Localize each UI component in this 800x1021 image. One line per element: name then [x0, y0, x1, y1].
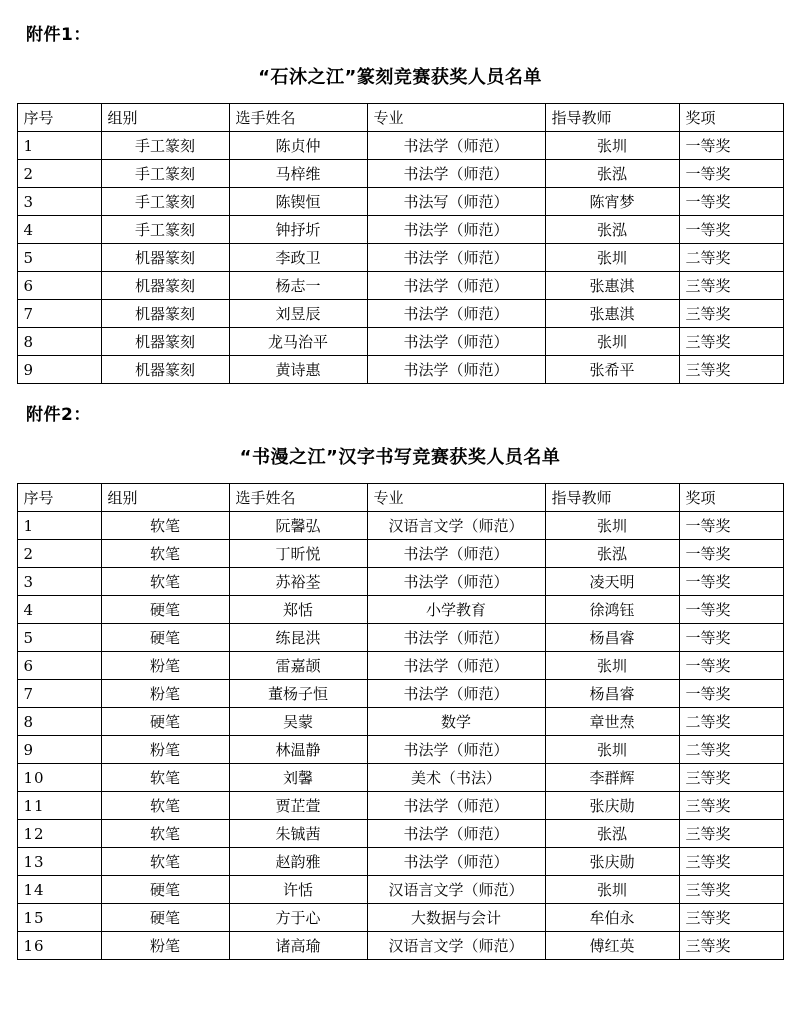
cell-name: 李政卫 [229, 244, 367, 272]
cell-group: 粉笔 [101, 680, 229, 708]
cell-group: 软笔 [101, 848, 229, 876]
cell-group: 软笔 [101, 512, 229, 540]
table-row [17, 848, 783, 876]
cell-major: 大数据与会计 [367, 904, 545, 932]
cell-group: 手工篆刻 [101, 132, 229, 160]
table-header-row [17, 104, 783, 132]
cell-name: 贾芷萱 [229, 792, 367, 820]
cell-index: 3 [17, 188, 101, 216]
cell-major: 书法学（师范） [367, 272, 545, 300]
cell-award: 二等奖 [679, 244, 783, 272]
cell-major: 书法学（师范） [367, 300, 545, 328]
cell-award: 一等奖 [679, 540, 783, 568]
cell-major: 书法学（师范） [367, 820, 545, 848]
cell-index: 14 [17, 876, 101, 904]
table-row [17, 272, 783, 300]
cell-award: 一等奖 [679, 216, 783, 244]
cell-group: 软笔 [101, 764, 229, 792]
cell-award: 三等奖 [679, 300, 783, 328]
cell-name: 许恬 [229, 876, 367, 904]
cell-major: 美术（书法） [367, 764, 545, 792]
cell-name: 马梓维 [229, 160, 367, 188]
cell-group: 粉笔 [101, 652, 229, 680]
cell-name: 陈锲恒 [229, 188, 367, 216]
cell-group: 手工篆刻 [101, 188, 229, 216]
cell-index: 11 [17, 792, 101, 820]
cell-group: 硬笔 [101, 708, 229, 736]
cell-group: 粉笔 [101, 736, 229, 764]
cell-award: 三等奖 [679, 876, 783, 904]
cell-advisor: 傅红英 [545, 932, 679, 960]
table-row [17, 708, 783, 736]
table-row [17, 596, 783, 624]
column-header-advisor: 指导教师 [545, 484, 679, 512]
table-row [17, 300, 783, 328]
table-row [17, 188, 783, 216]
cell-name: 郑恬 [229, 596, 367, 624]
cell-name: 苏裕荃 [229, 568, 367, 596]
cell-award: 三等奖 [679, 848, 783, 876]
cell-advisor: 李群辉 [545, 764, 679, 792]
cell-group: 机器篆刻 [101, 272, 229, 300]
cell-name: 练昆洪 [229, 624, 367, 652]
cell-index: 12 [17, 820, 101, 848]
cell-name: 诸高瑜 [229, 932, 367, 960]
cell-major: 书法学（师范） [367, 680, 545, 708]
cell-major: 书法学（师范） [367, 244, 545, 272]
column-header-name: 选手姓名 [229, 484, 367, 512]
cell-name: 董杨子恒 [229, 680, 367, 708]
cell-name: 钟抒圻 [229, 216, 367, 244]
column-header-name: 选手姓名 [229, 104, 367, 132]
cell-index: 4 [17, 596, 101, 624]
column-header-index: 序号 [17, 104, 101, 132]
cell-award: 三等奖 [679, 272, 783, 300]
cell-index: 2 [17, 160, 101, 188]
cell-group: 软笔 [101, 568, 229, 596]
cell-award: 一等奖 [679, 652, 783, 680]
cell-index: 3 [17, 568, 101, 596]
cell-group: 机器篆刻 [101, 244, 229, 272]
table-body-1 [17, 132, 783, 384]
column-header-advisor: 指导教师 [545, 104, 679, 132]
cell-index: 6 [17, 272, 101, 300]
cell-award: 一等奖 [679, 568, 783, 596]
cell-group: 机器篆刻 [101, 356, 229, 384]
cell-group: 硬笔 [101, 876, 229, 904]
attachment-2-label: 附件2： [26, 405, 91, 425]
cell-major: 汉语言文学（师范） [367, 876, 545, 904]
cell-name: 陈贞仲 [229, 132, 367, 160]
cell-major: 数学 [367, 708, 545, 736]
table-body-2 [17, 512, 783, 960]
table-row [17, 244, 783, 272]
cell-major: 书法学（师范） [367, 132, 545, 160]
table-row [17, 820, 783, 848]
cell-name: 雷嘉颉 [229, 652, 367, 680]
cell-advisor: 张圳 [545, 652, 679, 680]
cell-advisor: 陈宵梦 [545, 188, 679, 216]
cell-advisor: 张泓 [545, 216, 679, 244]
cell-major: 书法写（师范） [367, 188, 545, 216]
table-row [17, 624, 783, 652]
cell-group: 手工篆刻 [101, 216, 229, 244]
table-row [17, 512, 783, 540]
cell-group: 软笔 [101, 540, 229, 568]
cell-award: 一等奖 [679, 188, 783, 216]
table-row [17, 160, 783, 188]
cell-major: 书法学（师范） [367, 736, 545, 764]
cell-major: 书法学（师范） [367, 216, 545, 244]
cell-advisor: 张圳 [545, 512, 679, 540]
table-row [17, 328, 783, 356]
cell-index: 9 [17, 736, 101, 764]
cell-award: 二等奖 [679, 736, 783, 764]
cell-award: 一等奖 [679, 512, 783, 540]
cell-advisor: 张圳 [545, 876, 679, 904]
cell-name: 林温静 [229, 736, 367, 764]
column-header-group: 组别 [101, 104, 229, 132]
cell-advisor: 杨昌睿 [545, 624, 679, 652]
table-header-row [17, 484, 783, 512]
cell-award: 三等奖 [679, 792, 783, 820]
table-row [17, 736, 783, 764]
cell-index: 8 [17, 328, 101, 356]
cell-index: 9 [17, 356, 101, 384]
cell-advisor: 张圳 [545, 328, 679, 356]
cell-major: 汉语言文学（师范） [367, 932, 545, 960]
cell-award: 三等奖 [679, 820, 783, 848]
cell-index: 1 [17, 512, 101, 540]
table-row [17, 652, 783, 680]
cell-award: 三等奖 [679, 932, 783, 960]
cell-advisor: 张惠淇 [545, 300, 679, 328]
cell-index: 1 [17, 132, 101, 160]
cell-advisor: 张泓 [545, 160, 679, 188]
cell-name: 方于心 [229, 904, 367, 932]
cell-advisor: 张圳 [545, 132, 679, 160]
cell-major: 书法学（师范） [367, 624, 545, 652]
cell-name: 黄诗惠 [229, 356, 367, 384]
cell-name: 龙马治平 [229, 328, 367, 356]
cell-index: 5 [17, 244, 101, 272]
cell-award: 一等奖 [679, 624, 783, 652]
cell-advisor: 张圳 [545, 244, 679, 272]
cell-award: 二等奖 [679, 708, 783, 736]
cell-award: 三等奖 [679, 904, 783, 932]
cell-group: 机器篆刻 [101, 328, 229, 356]
table-row [17, 540, 783, 568]
cell-award: 三等奖 [679, 328, 783, 356]
cell-group: 机器篆刻 [101, 300, 229, 328]
table-row [17, 764, 783, 792]
column-header-award: 奖项 [679, 484, 783, 512]
cell-major: 书法学（师范） [367, 568, 545, 596]
cell-major: 书法学（师范） [367, 652, 545, 680]
cell-index: 4 [17, 216, 101, 244]
cell-award: 一等奖 [679, 132, 783, 160]
cell-advisor: 杨昌睿 [545, 680, 679, 708]
cell-name: 杨志一 [229, 272, 367, 300]
cell-name: 吴蒙 [229, 708, 367, 736]
table-row [17, 356, 783, 384]
cell-name: 赵韵雅 [229, 848, 367, 876]
cell-award: 一等奖 [679, 596, 783, 624]
award-table-handwriting [17, 483, 784, 960]
cell-major: 书法学（师范） [367, 356, 545, 384]
column-header-index: 序号 [17, 484, 101, 512]
table-row [17, 132, 783, 160]
cell-award: 一等奖 [679, 160, 783, 188]
cell-index: 13 [17, 848, 101, 876]
cell-advisor: 张庆勋 [545, 848, 679, 876]
attachment-1-label: 附件1： [26, 25, 91, 45]
cell-major: 书法学（师范） [367, 848, 545, 876]
cell-name: 刘馨 [229, 764, 367, 792]
cell-advisor: 张泓 [545, 820, 679, 848]
cell-group: 软笔 [101, 820, 229, 848]
cell-index: 16 [17, 932, 101, 960]
table-row [17, 568, 783, 596]
column-header-award: 奖项 [679, 104, 783, 132]
cell-name: 朱铖茜 [229, 820, 367, 848]
cell-group: 硬笔 [101, 596, 229, 624]
cell-index: 7 [17, 680, 101, 708]
cell-group: 硬笔 [101, 624, 229, 652]
cell-award: 三等奖 [679, 764, 783, 792]
cell-index: 7 [17, 300, 101, 328]
cell-index: 5 [17, 624, 101, 652]
cell-major: 书法学（师范） [367, 160, 545, 188]
cell-name: 阮馨弘 [229, 512, 367, 540]
cell-index: 10 [17, 764, 101, 792]
cell-index: 2 [17, 540, 101, 568]
cell-advisor: 凌天明 [545, 568, 679, 596]
cell-major: 书法学（师范） [367, 328, 545, 356]
cell-index: 15 [17, 904, 101, 932]
cell-name: 刘昱辰 [229, 300, 367, 328]
column-header-major: 专业 [367, 484, 545, 512]
section-2-title: “书漫之江”汉字书写竞赛获奖人员名单 [239, 447, 561, 468]
cell-advisor: 张圳 [545, 736, 679, 764]
cell-advisor: 张泓 [545, 540, 679, 568]
cell-major: 小学教育 [367, 596, 545, 624]
table-row [17, 792, 783, 820]
cell-advisor: 牟伯永 [545, 904, 679, 932]
award-table-seal-carving [17, 103, 784, 384]
cell-major: 汉语言文学（师范） [367, 512, 545, 540]
cell-major: 书法学（师范） [367, 540, 545, 568]
table-row [17, 680, 783, 708]
cell-advisor: 张希平 [545, 356, 679, 384]
table-row [17, 876, 783, 904]
cell-major: 书法学（师范） [367, 792, 545, 820]
table-row [17, 904, 783, 932]
cell-advisor: 张庆勋 [545, 792, 679, 820]
cell-award: 一等奖 [679, 680, 783, 708]
column-header-group: 组别 [101, 484, 229, 512]
cell-advisor: 章世焘 [545, 708, 679, 736]
column-header-major: 专业 [367, 104, 545, 132]
cell-name: 丁昕悦 [229, 540, 367, 568]
cell-advisor: 张惠淇 [545, 272, 679, 300]
cell-advisor: 徐鸿钰 [545, 596, 679, 624]
section-1-title: “石沐之江”篆刻竞赛获奖人员名单 [258, 67, 542, 88]
cell-group: 硬笔 [101, 904, 229, 932]
cell-index: 8 [17, 708, 101, 736]
table-row [17, 932, 783, 960]
cell-group: 粉笔 [101, 932, 229, 960]
table-row [17, 216, 783, 244]
cell-index: 6 [17, 652, 101, 680]
cell-award: 三等奖 [679, 356, 783, 384]
cell-group: 软笔 [101, 792, 229, 820]
cell-group: 手工篆刻 [101, 160, 229, 188]
